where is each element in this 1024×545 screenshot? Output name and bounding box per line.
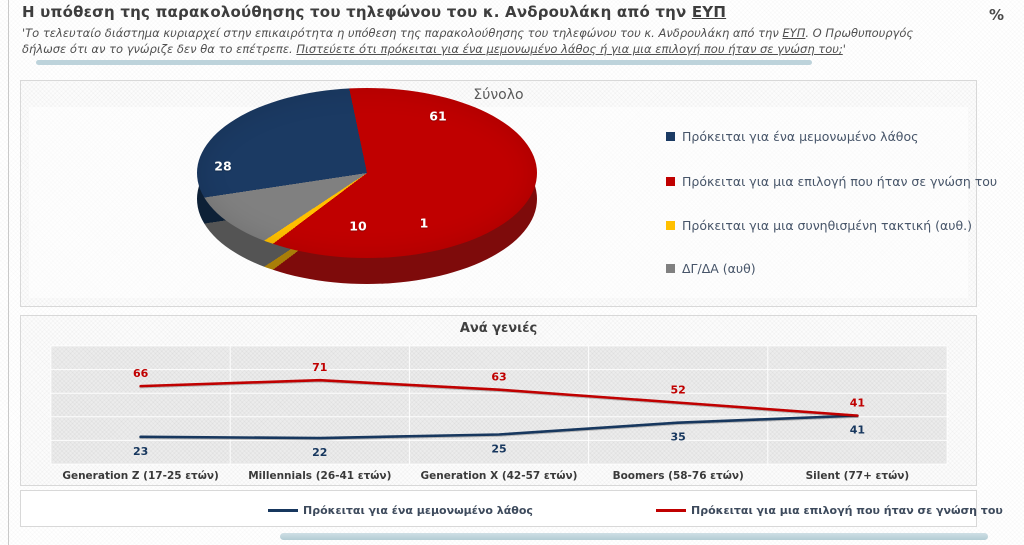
line-legend-label: Πρόκειται για μια επιλογή που ήταν σε γνώση του <box>691 504 1003 517</box>
pie-label-navy: 28 <box>214 158 232 174</box>
svg-text:52: 52 <box>670 383 686 397</box>
svg-text:Generation Z (17-25 ετών): Generation Z (17-25 ετών) <box>62 470 219 482</box>
page-title-main: Η υπόθεση της παρακολούθησης του τηλεφώνου του κ. Ανδρουλάκη από την <box>22 3 692 21</box>
svg-text:Generation X (42-57 ετών): Generation X (42-57 ετών) <box>420 470 578 482</box>
svg-text:41: 41 <box>849 423 866 437</box>
pie-panel-title: Σύνολο <box>473 87 524 103</box>
pie-legend-item-choice <box>666 174 997 189</box>
survey-question-eyp: ΕΥΠ <box>782 26 806 40</box>
survey-question-part3: δήλωσε ότι αν το γνώριζε δεν θα το επέτρεπε. <box>22 42 297 56</box>
survey-question-part2: . Ο Πρωθυπουργός <box>805 26 914 40</box>
pie-legend-label: Πρόκειται για μια επιλογή που ήταν σε γνώση του <box>682 174 998 189</box>
line-panel-title: Ανά γενιές <box>459 321 538 336</box>
generations-line-panel <box>20 315 977 486</box>
svg-text:23: 23 <box>132 444 149 458</box>
line-legend-panel <box>20 490 1003 527</box>
survey-question <box>22 25 982 57</box>
page-title <box>22 3 726 21</box>
survey-question-part1: 'Το τελευταίο διάστημα κυριαρχεί στην επικαιρότητα η υπόθεση της παρακολούθησης του τηλεφώνου του κ. Ανδρουλάκη από την <box>22 26 783 40</box>
gray-square-icon <box>666 264 675 273</box>
pie-label-red: 61 <box>429 108 447 124</box>
pie-label-yellow: 1 <box>419 215 429 231</box>
svg-text:35: 35 <box>670 430 686 444</box>
pie-legend-label: Πρόκειται για μια συνηθισμένη τακτική (αυθ.) <box>682 218 972 233</box>
svg-text:Silent (77+ ετών): Silent (77+ ετών) <box>805 470 910 482</box>
red-square-icon <box>666 177 675 186</box>
survey-question-underlined: Πιστεύετε ότι πρόκειται για ένα μεμονωμένο λάθος ή για μια επιλογή που ήταν σε γνώση του; <box>296 42 843 56</box>
svg-text:66: 66 <box>132 367 149 381</box>
svg-text:Millennials (26-41 ετών): Millennials (26-41 ετών) <box>248 470 392 482</box>
left-edge-rule <box>8 0 9 545</box>
line-legend-label: Πρόκειται για ένα μεμονωμένο λάθος <box>303 504 533 517</box>
svg-text:22: 22 <box>312 446 328 460</box>
bottom-accent-bar <box>280 533 988 540</box>
pie-legend-item-error <box>666 129 918 144</box>
pie-label-gray: 10 <box>349 218 367 234</box>
survey-question-quote: ' <box>842 42 846 56</box>
svg-text:Boomers (58-76 ετών): Boomers (58-76 ετών) <box>612 470 744 482</box>
subtitle-highlight-bar <box>36 60 812 65</box>
pie-legend-label: Πρόκειται για ένα μεμονωμένο λάθος <box>682 129 919 144</box>
pie-legend-label: ΔΓ/ΔΑ (αυθ) <box>682 261 756 276</box>
page-title-eyp: ΕΥΠ <box>691 3 727 21</box>
svg-text:25: 25 <box>491 442 507 456</box>
navy-square-icon <box>666 132 675 141</box>
red-line-icon <box>656 509 686 512</box>
svg-text:63: 63 <box>491 370 507 384</box>
pie-legend-item-tactic <box>666 218 972 233</box>
pie-legend-item-dk <box>666 261 756 276</box>
navy-line-icon <box>268 509 298 512</box>
percent-unit-label: % <box>988 6 1004 24</box>
line-legend-item-error <box>268 504 533 517</box>
generations-line-chart <box>21 316 976 485</box>
pie-chart-3d <box>21 81 976 306</box>
line-legend-item-choice <box>656 504 1003 517</box>
svg-text:71: 71 <box>312 361 328 375</box>
pie-3d-top <box>197 88 537 258</box>
yellow-square-icon <box>666 221 675 230</box>
svg-text:41: 41 <box>849 396 866 410</box>
total-pie-panel <box>20 80 998 307</box>
